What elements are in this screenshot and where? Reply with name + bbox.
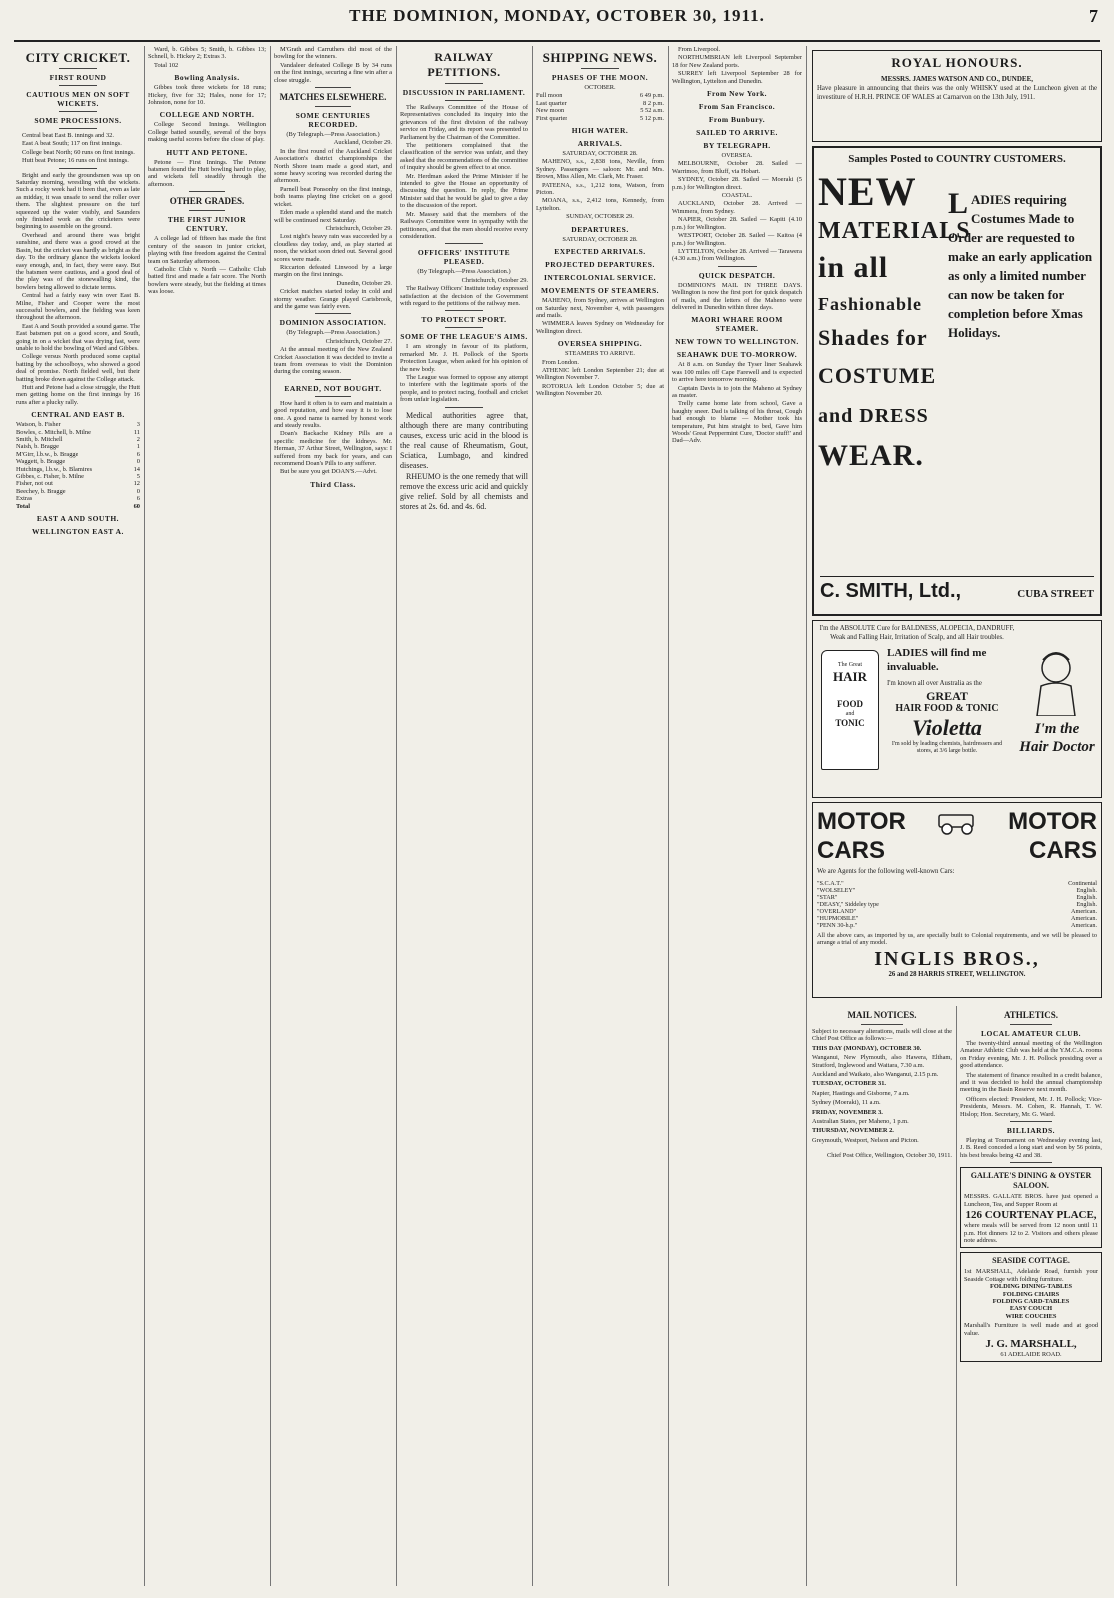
violetta-sold: I'm sold by leading chemists, hairdressers and stores, at 3/6 large bottle. <box>891 740 1003 754</box>
shipping-paragraph: AUCKLAND, October 28. Arrived — Wimmera, from Sydney. <box>672 200 802 215</box>
shipping-paragraph: SYDNEY, October 28. Sailed — Moeraki (5 p.m.) for Wellington direct. <box>672 176 802 191</box>
article-paragraph: Catholic Club v. North — Catholic Club batted first and made a fair score. The North bowlers were steady, but the fielding at times was loose. <box>148 265 266 296</box>
section-subhead: COASTAL. <box>721 192 753 200</box>
royal-honours-title: ROYAL HONOURS. <box>891 55 1023 70</box>
article-paragraph: Lost night's heavy rain was succeeded by a cloudless day today, and, as play started at noon, the wicket soon dried out. Several good scores were made. <box>274 233 392 263</box>
bottle-label: FOOD <box>837 699 863 709</box>
bottle-label: The Great <box>837 662 863 668</box>
ladies-text: ADIES requiring Costumes Made to Order are requested to make an early application as only a limited number can now be taken for completion before Xmas Holidays. <box>948 192 1093 340</box>
article-paragraph: Bright and early the groundsmen was up on Saturday morning, wrestling with the wickets. Such a rocky week had it been that, even as late as midday, it was unsafe to send the roller over them. The slightest pressure on the turf squeezed up the water visibly, and Saunders only finished work as the cricketers were beginning to assemble on the ground. <box>16 171 140 231</box>
shipping-paragraph: MELBOURNE, October 28. Sailed — Warrimoo, from Bluff, via Hobart. <box>672 160 802 175</box>
article-paragraph: Gibbes took three wickets for 18 runs; Hickey, five for 32; Hales, none for 17; Johnston, none for 10. <box>148 84 266 107</box>
hair-tonic-bottle <box>821 650 879 770</box>
section-subhead: BY TELEGRAPH. <box>703 141 771 151</box>
billiards-title: BILLIARDS. <box>1006 1126 1056 1136</box>
masthead <box>14 4 1100 42</box>
gallate-title: GALLATE'S DINING & OYSTER SALOON. <box>970 1171 1092 1191</box>
railway-deck: DISCUSSION IN PARLIAMENT. <box>402 88 526 97</box>
article-paragraph: East A and South provided a sound game. The East batsmen put on a good score, and South, going in on a wicket that was drying fast, were unable to hold the bowling of Ward and Gibbes. <box>16 322 140 352</box>
section-subhead: MAORI WHARE ROOM STEAMER. <box>691 315 783 334</box>
cricket-summary-line: Central beat East B. innings and 32. <box>22 132 114 139</box>
section-deck: SOME OF THE LEAGUE'S AIMS. <box>400 332 528 342</box>
moon-phase-line: First quarter 5 12 p.m. <box>536 114 664 122</box>
article-paragraph: Hutt and Petone had a close struggle, the Hutt men getting home on the first innings by 16 runs after a plucky rally. <box>16 384 140 406</box>
mail-paragraph: Australian States, per Maheno, 1 p.m. <box>812 1118 909 1126</box>
cars-word-left: CARS <box>817 837 886 864</box>
car-list-item: "WOLSELEY" English. <box>817 886 1097 894</box>
article-paragraph: Eden made a splendid stand and the match will be continued next Saturday. <box>274 209 392 224</box>
shipping-paragraph: SURREY left Liverpool September 28 for Wellington, Lyttelton and Dunedin. <box>672 70 802 85</box>
seaside-note: Marshall's Furniture is well made and at good value. <box>964 1322 1098 1337</box>
motor-note: All the above cars, as imported by us, are specially built to Colonial requirements, and we will be pleased to arrange a trial of any model. <box>817 931 1097 946</box>
cricket-deck: CAUTIOUS MEN ON SOFT WICKETS. <box>26 90 130 108</box>
article-paragraph: The petitioners complained that the classification of the service was unfair, and they asked that the recommendations of the committee of inquiry should be given effect to at once. <box>400 142 528 172</box>
shipping-paragraph: LYTTELTON, October 28. Arrived — Tarawera (4.30 a.m.) from Wellington. <box>672 247 802 263</box>
shipping-paragraph: ROTORUA left London October 5; due at Wellington November 20. <box>536 382 664 398</box>
shipping-paragraph: PATEENA, s.s., 1,212 tons, Watson, from Picton. <box>536 181 664 197</box>
credit-line: (By Telegraph.—Press Association.) <box>286 131 380 139</box>
section-subhead: COLLEGE AND NORTH. <box>159 110 255 120</box>
cricket-summary-line: East A beat South; 117 on first innings. <box>22 140 122 148</box>
article-paragraph: In the first round of the Auckland Cricket Association's district championships the North Shore team made a good start, and some heavy scoring was recorded during the afternoon. <box>274 147 392 185</box>
section-subhead: NEW TOWN TO WELLINGTON. <box>675 337 799 347</box>
shipping-paragraph: WIMMERA leaves Sydney on Wednesday for Wellington direct. <box>536 320 664 335</box>
rheumo-advert: RHEUMO is the one remedy that will remove the excess uric acid and quickly give relief. Sold by all chemists and stores at 2s. 6d. and 4s. 6d. <box>400 471 528 511</box>
violetta-brand: Violetta <box>912 714 982 740</box>
motor-word-left: MOTOR <box>817 808 906 835</box>
materials-word: WEAR. <box>818 439 924 472</box>
seaside-advert <box>960 1252 1102 1362</box>
score-line: Fisher, not out 12 <box>16 480 140 488</box>
article-paragraph: Doan's Backache Kidney Pills are a specific medicine for the kidneys. Mr. Herman, 37 Arthur Street, Wellington, says: I suffered from my back for years, and can recommend Doan's Pills to any sufferer. <box>274 430 392 468</box>
hair-doctor-figure-icon <box>1021 646 1091 716</box>
article-paragraph: Parnell beat Ponsonby on the first innings, both teams playing fine cricket on a good wicket. <box>274 185 392 208</box>
shipping-paragraph: NAPIER, October 28. Sailed — Kapiti (4.10 p.m.) for Wellington. <box>672 216 802 231</box>
shipping-paragraph: Captain Davis is to join the Maheno at Sydney as master. <box>672 384 802 399</box>
article-paragraph: How hard it often is to earn and maintain a good reputation, and how easy it is to lose one. A good name is earned by honest work and steady results. <box>274 399 392 430</box>
car-list-item: "HUPMOBILE" American. <box>817 914 1097 922</box>
shipping-paragraph: From London. <box>542 358 579 366</box>
column-shipping <box>536 46 664 1586</box>
article-paragraph: The Railways Committee of the House of Representatives concluded its inquiry into the grievances of the first division of the railway service on Friday, and its report was presented to Parliament by the Chairman of the Committee. <box>400 104 528 141</box>
billiards-paragraph: Playing at Tournament on Wednesday evening last, J. B. Reed conceded a long start and won by 56 points, his best breaks being 42 and 38. <box>960 1137 1102 1159</box>
score-line: Naish, b. Bragge 1 <box>16 443 140 451</box>
violetta-product: HAIR FOOD & TONIC <box>895 702 999 714</box>
royal-honours-firm: MESSRS. JAMES WATSON AND CO., DUNDEE, <box>880 75 1034 83</box>
score-line: Gibbes, c. Fisher, b. Milne 5 <box>16 473 140 481</box>
smith-footer <box>820 576 1094 603</box>
section-subhead: MOVEMENTS OF STEAMERS. <box>540 286 660 296</box>
article-paragraph: Vandaleer defeated College B by 34 runs on the first innings, securing a fine win after a close struggle. <box>274 61 392 84</box>
article-paragraph: College Second Innings. Wellington College batted soundly, several of the boys making useful scores before the close of play. <box>148 121 266 144</box>
mail-notices-column <box>812 1006 952 1586</box>
section-subhead: THE FIRST JUNIOR CENTURY. <box>167 215 247 234</box>
mail-notices-title: MAIL NOTICES. <box>847 1010 917 1020</box>
section-heading: OTHER GRADES. <box>169 196 245 207</box>
materials-word: MATERIALS <box>818 218 971 244</box>
athletics-paragraph: The twenty-third annual meeting of the Wellington Amateur Athletic Club was held at the Y.M.C.A. rooms on Friday evening, Mr. J. H. Pollock presiding over a good attendance. <box>960 1040 1102 1070</box>
mail-paragraph: TUESDAY, OCTOBER 31. <box>812 1080 886 1088</box>
royal-honours-advert <box>812 50 1102 142</box>
article-paragraph: Ward, b. Gibbes 5; Smith, b. Gibbes 13; Schnell, b. Hickey 2; Extras 3. <box>148 46 266 61</box>
athletics-paragraph: The statement of finance resulted in a credit balance, and it was decided to hold the annual championship meeting in the Basin Reserve next month. <box>960 1071 1102 1094</box>
seaside-item: FOLDING DINING-TABLES <box>989 1283 1073 1291</box>
car-list-item: "DEASY," Siddeley type English. <box>817 900 1097 908</box>
article-paragraph: Mr. Herdman asked the Prime Minister if he intended to give the House an opportunity of discussing the question. In reply, the Prime Minister said that he would be glad to give a day to the discussion of the report. <box>400 172 528 210</box>
shipping-paragraph: MAHENO, from Sydney, arrives at Wellington on Saturday next, November 4, with passengers and mails. <box>536 297 664 319</box>
column-railway <box>400 46 528 1586</box>
moon-phase-line: Last quarter 8 2 p.m. <box>536 99 664 107</box>
shipping-paragraph: ATHENIC left London September 21; due at Wellington November 7. <box>536 366 664 382</box>
section-subhead: PHASES OF THE MOON. <box>551 73 649 82</box>
seaside-title: SEASIDE COTTAGE. <box>992 1256 1070 1266</box>
cars-word-right: CARS <box>1028 837 1097 864</box>
score-line: Watson, b. Fisher 3 <box>16 421 140 429</box>
section-subhead: From San Francisco. <box>698 102 776 112</box>
dateline: Christchurch, October 29. <box>461 276 528 284</box>
article-paragraph: Overhead and around there was bright sunshine, and there was a good crowd at the Basin, but the cricket was hardly as bright as the day. To the ordinary glance the wickets looked easy enough, and, in fact, they were easy. But the batsmen were cautious, and a good deal of the play was of the stonewalling kind, the bowlers being allowed to dictate terms. <box>16 231 140 291</box>
shipping-headline: SHIPPING NEWS. <box>542 50 658 65</box>
materials-word: COSTUME <box>818 363 937 388</box>
section-subhead: PROJECTED DEPARTURES. <box>545 260 655 270</box>
section-subhead: QUICK DESPATCH. <box>698 270 776 280</box>
section-heading: EARNED, NOT BOUGHT. <box>284 383 382 393</box>
column-matches <box>274 46 392 1586</box>
athletics-subhead: LOCAL AMATEUR CLUB. <box>981 1029 1081 1038</box>
mail-paragraph: Sydney (Moeraki), 11 a.m. <box>812 1099 881 1107</box>
dateline: Dunedin, October 29. <box>336 279 392 287</box>
violetta-weak: Weak and Falling Hair, Irritation of Scalp, and all Hair troubles. <box>830 633 1004 641</box>
mail-paragraph: THIS DAY (MONDAY), OCTOBER 30. <box>812 1044 922 1052</box>
shipping-paragraph: DOMINION'S MAIL IN THREE DAYS. Wellington is now the first port for quick despatch of mails, and the letters of the Maheno were delivered in Dunedin within three days. <box>672 281 802 311</box>
score-line: M'Girr, l.b.w., b. Bragge 6 <box>16 450 140 458</box>
section-deck: SOME CENTURIES RECORDED. <box>295 111 371 130</box>
score-line: Waggett, b. Bragge 0 <box>16 458 140 466</box>
score-line: Smith, b. Mitchell 2 <box>16 436 140 444</box>
advert-tagline: But be sure you get DOAN'S.—Advt. <box>280 468 377 476</box>
mail-paragraph: Subject to necessary alterations, mails will close at the Chief Post Office as follows:— <box>812 1028 952 1043</box>
column-shipping-continued <box>672 46 802 1586</box>
section-heading: TO PROTECT SPORT. <box>421 315 507 325</box>
section-subhead: Third Class. <box>310 479 356 489</box>
article-paragraph: Petone — First Innings. The Petone batsmen found the Hutt bowling hard to play, and wickets fell steadily through the afternoon. <box>148 158 266 188</box>
advertising-column <box>812 46 1102 1586</box>
section-subhead: From Bunbury. <box>708 115 766 125</box>
section-subhead: From New York. <box>706 89 768 99</box>
mail-paragraph: FRIDAY, NOVEMBER 3. <box>812 1108 883 1116</box>
violetta-great: GREAT <box>926 688 968 703</box>
materials-word: in all <box>818 251 889 284</box>
shipping-paragraph: From Liverpool. <box>678 46 721 53</box>
shipping-paragraph: MAHENO, s.s., 2,838 tons, Neville, from Sydney. Passengers — saloon: Mr. and Mrs. Brown, Miss Allen, Mr. Clark, Mr. Fraser. <box>536 158 664 181</box>
article-paragraph: Total 102 <box>154 61 179 69</box>
section-subhead: STEAMERS TO ARRIVE. <box>565 350 635 358</box>
seaside-firm: J. G. MARSHALL, <box>985 1337 1077 1350</box>
bottle-label: HAIR <box>833 669 867 684</box>
article-paragraph: A college lad of fifteen has made the first century of the season in junior cricket, playing with fine freedom against the Central team on Saturday afternoon. <box>148 235 266 265</box>
article-paragraph: Mr. Massey said that the members of the Railways Committee were in sympathy with the petitioners, and that the men should receive every consideration. <box>400 210 528 240</box>
seaside-item: EASY COUCH <box>1009 1305 1053 1313</box>
athletics-paragraph: Officers elected: President, Mr. J. H. Pollock; Vice-Presidents, Messrs. M. Cohen, R. Hannah, T. W. Hislop; Hon. Secretary, Mr. G. Ward. <box>960 1095 1102 1118</box>
shipping-paragraph: MOANA, s.s., 2,412 tons, Kennedy, from Lyttelton. <box>536 197 664 212</box>
article-paragraph: The League was formed to oppose any attempt to interfere with the legitimate sports of the people, and to protect racing, football and cricket from unfair legislation. <box>400 373 528 404</box>
article-paragraph: Cricket matches started today in cold and stormy weather. Grange played Carisbrook, and the game was fairly even. <box>274 288 392 310</box>
section-subhead: SAILED TO ARRIVE. <box>696 128 778 138</box>
materials-word: NEW <box>818 169 917 214</box>
rheumo-advert: Medical authorities agree that, although there are many contributing causes, excess uric acid in the blood is the real cause of Rheumatism, Gout, Sciatica, Lumbago, and kindred diseases. <box>400 410 528 470</box>
smith-street: CUBA STREET <box>1017 588 1094 600</box>
section-subhead: ARRIVALS. <box>577 139 623 149</box>
moon-phase-line: Full moon 6 49 p.m. <box>536 92 664 100</box>
violetta-advert <box>812 620 1102 798</box>
score-line: Extras 6 <box>16 495 140 503</box>
motor-word-right: MOTOR <box>1008 808 1097 835</box>
cricket-deck2: SOME PROCESSIONS. <box>34 116 122 125</box>
gallate-text: MESSRS. GALLATE BROS. have just opened a Luncheon, Tea, and Supper Room at <box>964 1193 1098 1208</box>
dateline: Auckland, October 29. <box>333 139 392 147</box>
bottle-label: TONIC <box>835 718 865 728</box>
cricket-summary-line: College beat North; 60 runs on first innings. <box>22 148 135 156</box>
credit-line: (By Telegraph.—Press Association.) <box>286 329 380 337</box>
materials-word: Fashionable <box>818 294 923 314</box>
bottle-label: and <box>845 711 855 717</box>
section-subhead: OCTOBER. <box>584 84 616 91</box>
seaside-item: FOLDING CHAIRS <box>1002 1290 1060 1298</box>
inglis-address: 26 and 28 HARRIS STREET, WELLINGTON. <box>888 970 1026 978</box>
section-subhead: HIGH WATER. <box>571 126 629 136</box>
section-subhead: DEPARTURES. <box>571 224 629 234</box>
article-paragraph: Central had a fairly easy win over East B. Milne, Fisher and Cooper were the most successful bowlers, and the fielding was keen throughout the afternoon. <box>16 292 140 322</box>
mail-paragraph: Auckland and Waikato, also Wanganui, 2.15 p.m. <box>812 1071 939 1079</box>
section-subhead: CENTRAL AND EAST B. <box>31 410 125 420</box>
section-heading: DOMINION ASSOCIATION. <box>279 318 387 328</box>
materials-word: Shades for <box>818 325 928 350</box>
section-subhead: HUTT AND PETONE. <box>166 147 248 157</box>
smith-name: C. SMITH, Ltd., <box>820 580 962 602</box>
hair-doctor-title: I'm the Hair Doctor <box>1019 721 1095 755</box>
column-cricket-scores <box>148 46 266 1586</box>
section-subhead: Bowling Analysis. <box>174 73 240 83</box>
masthead-title: THE DOMINION, MONDAY, OCTOBER 30, 1911. <box>349 6 765 25</box>
railway-headline: RAILWAY PETITIONS. <box>427 50 501 79</box>
cricket-subhead: FIRST ROUND <box>49 73 107 82</box>
page-number: 7 <box>1089 6 1098 26</box>
section-heading: MATCHES ELSEWHERE. <box>279 92 387 103</box>
moon-phase-line: New moon 5 52 a.m. <box>536 107 664 115</box>
seaside-intro: 1st MARSHALL, Adelaide Road, furnish your Seaside Cottage with folding furniture. <box>964 1268 1098 1283</box>
article-paragraph: I am strongly in favour of its platform, remarked Mr. J. H. Pollock of the Sports Protection League, when asked for his opinion of the new body. <box>400 343 528 373</box>
score-line: Hutchings, l.b.w., b. Blamires 14 <box>16 465 140 473</box>
seaside-item: FOLDING CARD-TABLES <box>992 1297 1070 1305</box>
motor-intro: We are Agents for the following well-known Cars: <box>817 868 955 875</box>
ladies-dropcap: L <box>948 187 969 220</box>
athletics-column <box>960 1006 1102 1586</box>
score-total: Total 60 <box>16 502 140 510</box>
cricket-headline: CITY CRICKET. <box>25 50 131 65</box>
shipping-paragraph: Trelly came home late from school, Gave a haughty sneer. Dad is talking of his throat, Cough bad enough to blame — Mother took his temperature, Put him straight to bed, Gave him Woods' Great Peppermint Cure, 'Doctor stuff!' and Dad—Adv. <box>672 400 802 445</box>
motor-car-icon <box>935 807 979 837</box>
smith-materials-advert <box>812 146 1102 616</box>
mail-paragraph: Wanganui, New Plymouth, also Hawera, Eltham, Stratford, Inglewood and Waitara, 7.30 a.m. <box>812 1054 952 1069</box>
violetta-ladies: LADIES will find me invaluable. <box>887 647 987 673</box>
article-paragraph: Riccarton defeated Linwood by a large margin on the first innings. <box>274 263 392 279</box>
shipping-paragraph: WESTPORT, October 28. Sailed — Kaitoa (4 p.m.) for Wellington. <box>672 232 802 247</box>
ladies-notice <box>942 170 1096 476</box>
section-subhead: WELLINGTON EAST A. <box>32 527 124 537</box>
section-heading: OFFICERS' INSTITUTE PLEASED. <box>417 248 511 267</box>
score-line: Bowles, c. Mitchell, b. Milne 11 <box>16 428 140 436</box>
materials-word: and DRESS <box>818 405 929 427</box>
score-line: Beechey, b. Bragge 0 <box>16 487 140 495</box>
car-list-item: "S.C.A.T." Continental <box>817 879 1097 887</box>
credit-line: (By Telegraph.—Press Association.) <box>417 268 511 276</box>
section-subhead: OVERSEA. <box>721 152 753 160</box>
section-subhead: INTERCOLONIAL SERVICE. <box>543 273 656 283</box>
section-subhead: EXPECTED ARRIVALS. <box>554 247 646 257</box>
gallate-advert <box>960 1167 1102 1248</box>
car-list-item: "STAR" English. <box>817 893 1097 901</box>
section-subhead: SUNDAY, OCTOBER 29. <box>566 213 634 221</box>
violetta-cure: I'm the ABSOLUTE Cure for BALDNESS, ALOPECIA, DANDRUFF, <box>819 625 1015 632</box>
seaside-item: WIRE COUCHES <box>1005 1312 1057 1320</box>
materials-block <box>818 169 971 476</box>
motor-cars-advert <box>812 802 1102 998</box>
section-subhead: EAST A AND SOUTH. <box>36 514 120 524</box>
samples-title: Samples Posted to COUNTRY CUSTOMERS. <box>848 153 1066 165</box>
car-list-item: "PENN 30-h.p." American. <box>817 921 1097 929</box>
article-paragraph: The Railway Officers' Institute today expressed satisfaction at the decision of the Government with regard to the petitions of the railway men. <box>400 285 528 307</box>
article-paragraph: M'Grath and Carruthers did most of the bowling for the winners. <box>274 46 392 61</box>
cricket-summary-line: Hutt beat Petone; 16 runs on first innings. <box>22 157 129 165</box>
royal-honours-text: Have pleasure in announcing that theirs was the only WHISKY used at the Luncheon given at the investiture of H.R.H. PRINCE OF WALES at Carnarvon on the 13th July, 1911. <box>817 85 1097 101</box>
gallate-address: 126 COURTENAY PLACE, <box>965 1209 1097 1222</box>
article-paragraph: College versus North produced some capital batting by the schoolboys, who showed a good deal of promise. North fielded well, but their batting broke down against the College attack. <box>16 353 140 383</box>
article-paragraph: At the annual meeting of the New Zealand Cricket Association it was decided to invite a team from overseas to visit the Dominion during the coming season. <box>274 346 392 376</box>
mail-paragraph: THURSDAY, NOVEMBER 2. <box>812 1127 894 1135</box>
section-subhead: SEAHAWK DUE TO-MORROW. <box>676 350 798 360</box>
column-cricket <box>16 46 140 1586</box>
section-subhead: SATURDAY, OCTOBER 28. <box>562 235 638 243</box>
violetta-known: I'm known all over Australia as the <box>887 680 982 687</box>
section-subhead: OVERSEA SHIPPING. <box>557 339 643 349</box>
athletics-title: ATHLETICS. <box>1003 1010 1059 1020</box>
section-subhead: SATURDAY, OCTOBER 28. <box>562 150 638 158</box>
mail-paragraph: Greymouth, Westport, Nelson and Picton. <box>812 1136 919 1144</box>
car-list-item: "OVERLAND" American. <box>817 907 1097 915</box>
dateline: Christchurch, October 27. <box>325 337 392 345</box>
inglis-firm: INGLIS BROS., <box>874 947 1040 970</box>
mail-paragraph: Chief Post Office, Wellington, October 30, 1911. <box>826 1152 952 1160</box>
shipping-paragraph: NORTHUMBRIAN left Liverpool September 18 for New Zealand ports. <box>672 54 802 69</box>
mail-paragraph: Napier, Hastings and Gisborne, 7 a.m. <box>812 1089 910 1097</box>
shipping-paragraph: At 8 a.m. on Sunday the Tyser liner Seahawk was 100 miles off Cape Farewell and is expected to arrive here tomorrow morning. <box>672 361 802 384</box>
dateline: Christchurch, October 29. <box>325 224 392 232</box>
seaside-address: 61 ADELAIDE ROAD. <box>1000 1350 1062 1358</box>
gallate-more: where meals will be served from 12 noon until 11 p.m. Hot dinners 12 to 2. Visitors and others please note address. <box>964 1222 1098 1244</box>
